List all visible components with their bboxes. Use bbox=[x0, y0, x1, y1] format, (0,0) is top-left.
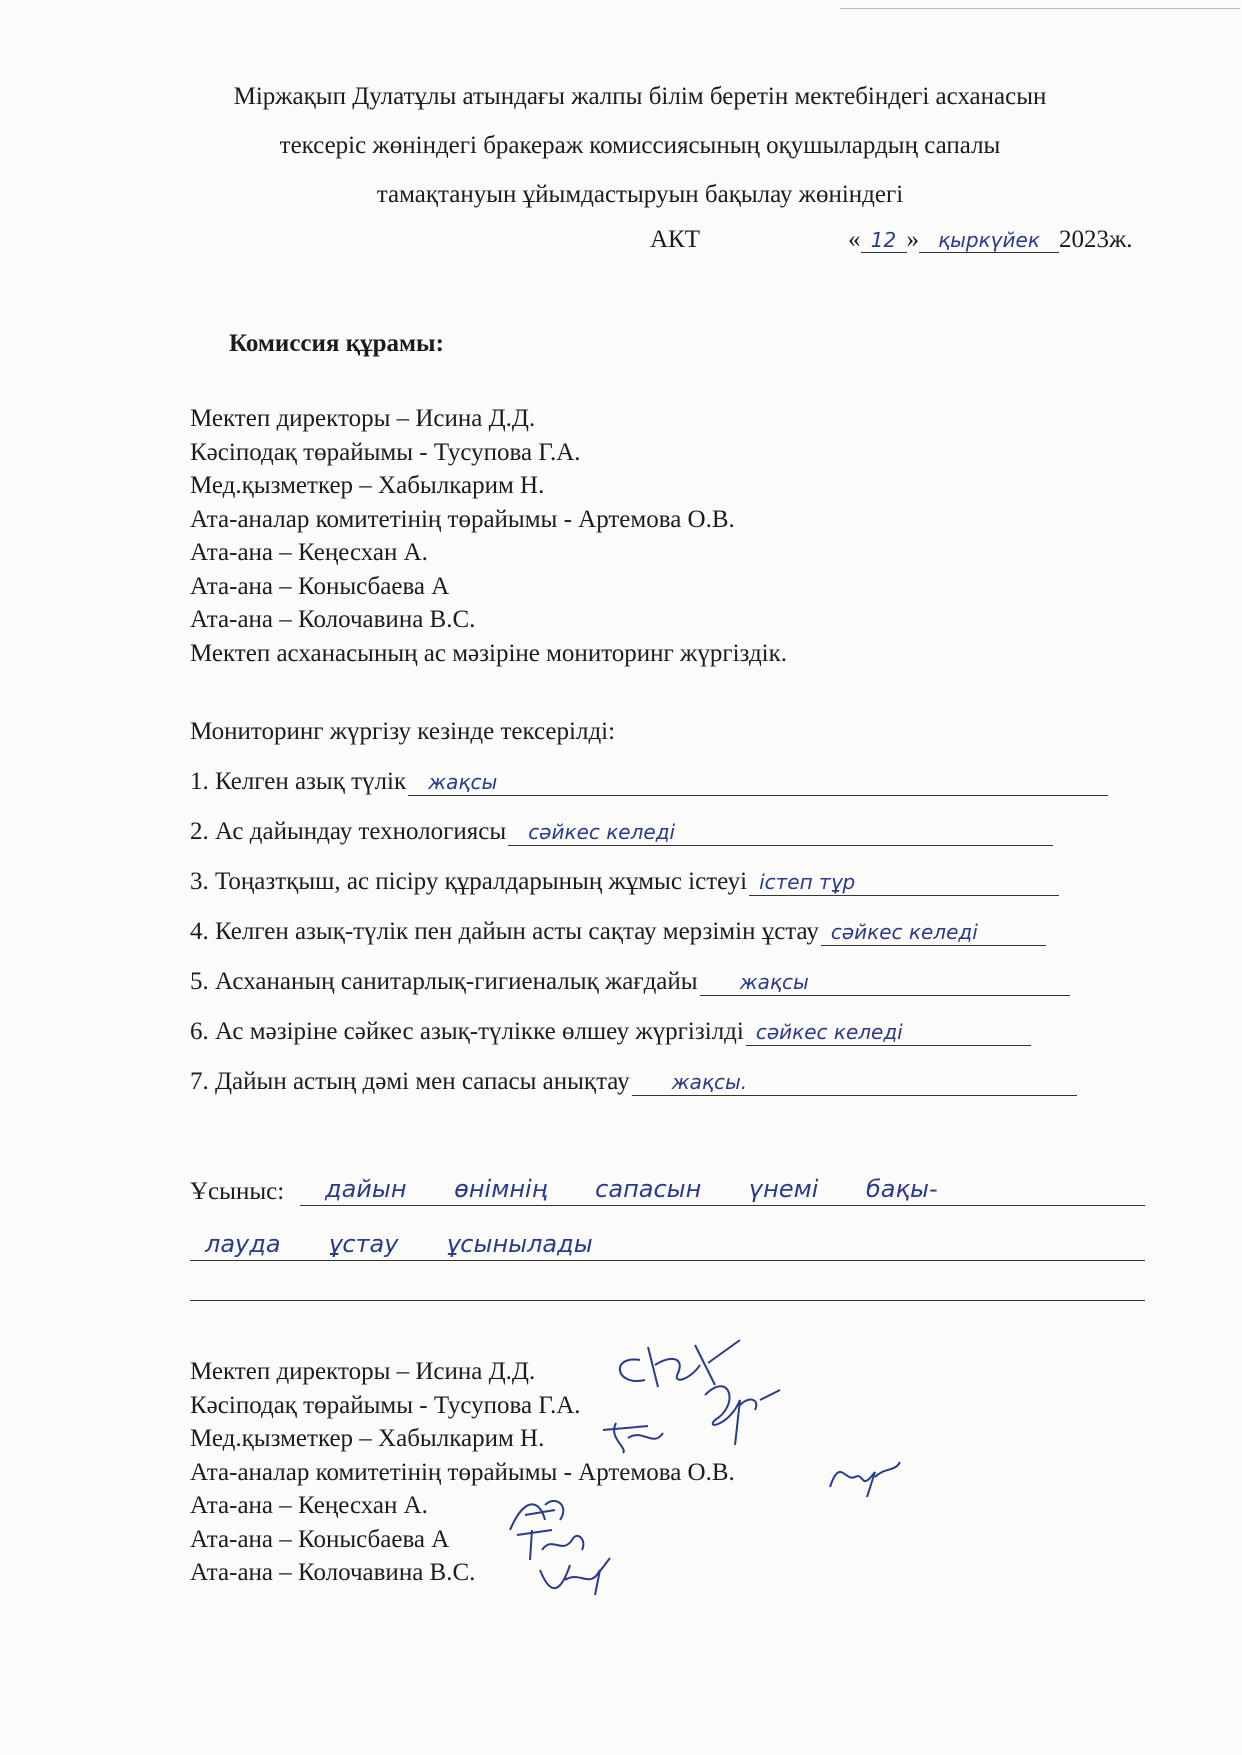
check-answer: сәйкес келеді bbox=[830, 920, 978, 944]
member-line: Ата-ана – Конысбаева А bbox=[190, 572, 450, 600]
check-answer: жақсы bbox=[739, 970, 809, 994]
check-item bbox=[190, 768, 1108, 796]
check-item bbox=[190, 868, 1059, 896]
commission-heading: Комиссия құрамы: bbox=[229, 330, 444, 357]
date-day: 12 bbox=[861, 228, 907, 253]
answer-line bbox=[508, 819, 1053, 846]
recommendation-label: Ұсыныс: bbox=[190, 1178, 285, 1205]
monitoring-heading: Мониторинг жүргізу кезінде тексерілді: bbox=[190, 718, 616, 745]
answer-line bbox=[408, 769, 1108, 796]
date-open-quote: « bbox=[848, 226, 861, 253]
title-line-2: тексеріс жөніндегі бракераж комиссиясының оқушылардың сапалы bbox=[279, 132, 1001, 159]
signer-line: Мед.қызметкер – Хабылкарим Н. bbox=[190, 1425, 545, 1452]
signer-line: Ата-ана – Конысбаева А bbox=[190, 1525, 450, 1553]
check-item bbox=[190, 968, 1070, 996]
signature-parents-committee bbox=[825, 1452, 905, 1502]
answer-line bbox=[746, 1019, 1031, 1046]
signer-line: Ата-аналар комитетінің төрайымы - Артемова О.В. bbox=[190, 1458, 735, 1486]
commission-members bbox=[190, 402, 787, 670]
answer-line bbox=[821, 919, 1046, 946]
signer-line: Мектеп директоры – Исина Д.Д. bbox=[190, 1358, 536, 1385]
answer-line bbox=[632, 1069, 1077, 1096]
check-label: 1. Келген азық түлік bbox=[190, 768, 407, 795]
recommendation-line-1 bbox=[300, 1177, 1145, 1206]
member-line: Мектеп директоры – Исина Д.Д. bbox=[190, 405, 536, 432]
scan-edge-line bbox=[840, 8, 1240, 9]
signature-medical bbox=[598, 1418, 673, 1458]
member-line: Мед.қызметкер – Хабылкарим Н. bbox=[190, 472, 545, 499]
check-item bbox=[190, 1068, 1077, 1096]
signature-parent-3 bbox=[535, 1550, 615, 1600]
recommendation-line-3 bbox=[190, 1272, 1145, 1301]
check-item bbox=[190, 918, 1046, 946]
recommendation-text-1: дайын өнімнің сапасын үнемі бақы- bbox=[325, 1175, 938, 1203]
title-line-3: тамақтануын ұйымдастыруын бақылау жөніндегі bbox=[376, 181, 904, 208]
check-label: 3. Тоңазтқыш, ас пісіру құралдарының жұмыс істеуі bbox=[190, 868, 748, 895]
date-close-quote: » bbox=[906, 226, 919, 253]
check-label: 6. Ас мәзіріне сәйкес азық-түлікке өлшеу жүргізілді bbox=[190, 1018, 744, 1045]
answer-line bbox=[700, 969, 1070, 996]
check-label: 5. Асхананың санитарлық-гигиеналық жағдайы bbox=[190, 968, 698, 995]
check-answer: жақсы bbox=[428, 770, 498, 794]
signer-line: Кәсіподақ төрайымы - Тусупова Г.А. bbox=[190, 1391, 581, 1419]
signer-line: Ата-ана – Кеңесхан А. bbox=[190, 1492, 428, 1519]
member-line: Кәсіподақ төрайымы - Тусупова Г.А. bbox=[190, 438, 581, 466]
member-line: Ата-ана – Колочавина В.С. bbox=[190, 606, 476, 633]
check-answer: істеп тұр bbox=[759, 870, 856, 894]
date-month: қыркүйек bbox=[919, 228, 1059, 253]
check-label: 7. Дайын астың дәмі мен сапасы анықтау bbox=[190, 1068, 630, 1095]
check-answer: сәйкес келеді bbox=[528, 820, 676, 844]
check-item bbox=[190, 818, 1053, 846]
monitoring-statement: Мектеп асханасының ас мәзіріне мониторинг жүргіздік. bbox=[190, 639, 788, 667]
check-label: 2. Ас дайындау технологиясы bbox=[190, 818, 507, 845]
check-item bbox=[190, 1018, 1031, 1046]
member-line: Ата-аналар комитетінің төрайымы - Артемова О.В. bbox=[190, 505, 735, 533]
check-answer: сәйкес келеді bbox=[755, 1020, 903, 1044]
member-line: Ата-ана – Кеңесхан А. bbox=[190, 539, 428, 566]
check-answer: жақсы. bbox=[671, 1070, 748, 1094]
act-date bbox=[848, 226, 1133, 254]
signer-line: Ата-ана – Колочавина В.С. bbox=[190, 1559, 476, 1586]
answer-line bbox=[749, 869, 1059, 896]
check-label: 4. Келген азық-түлік пен дайын асты сақтау мерзімін ұстау bbox=[190, 918, 819, 945]
signature-union-head bbox=[685, 1365, 795, 1450]
title-line-1: Міржақып Дулатұлы атындағы жалпы білім беретін мектебіндегі асханасын bbox=[233, 83, 1047, 110]
recommendation-line-2 bbox=[190, 1232, 1145, 1261]
recommendation-text-2: лауда ұстау ұсынылады bbox=[205, 1230, 593, 1258]
act-label: АКТ bbox=[650, 226, 700, 253]
date-year: 2023ж. bbox=[1059, 226, 1133, 253]
